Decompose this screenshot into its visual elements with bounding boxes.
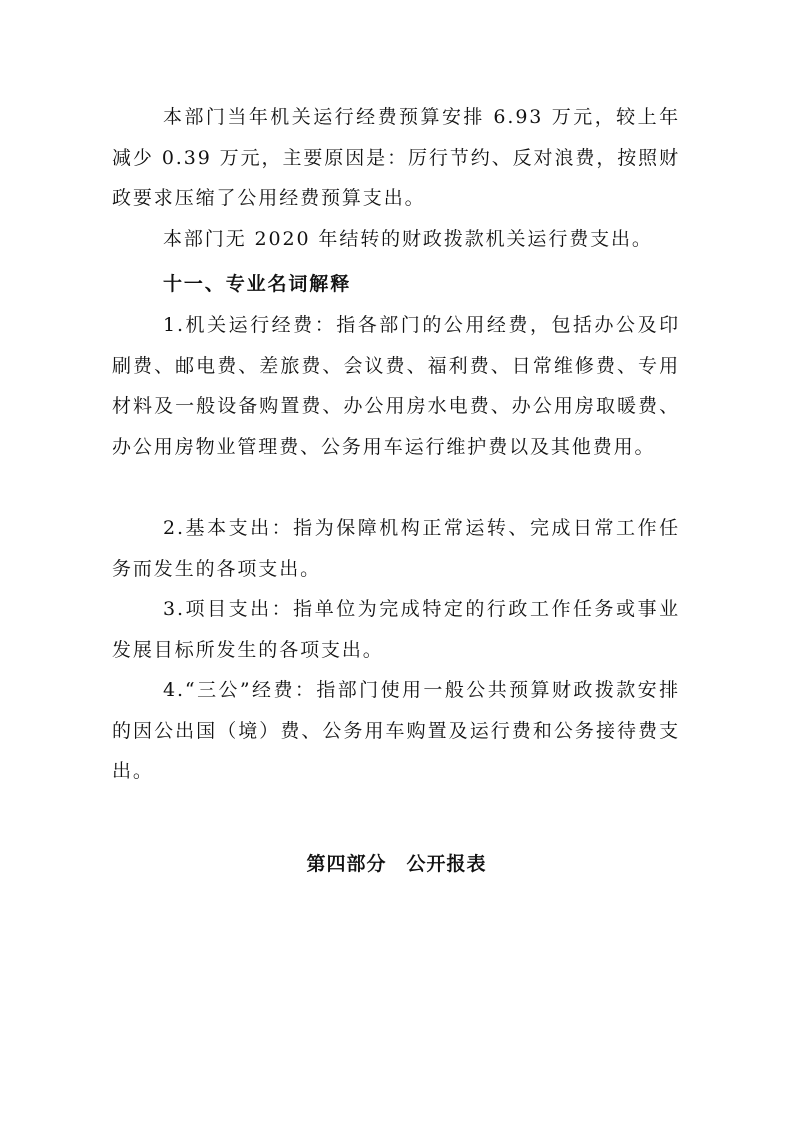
term-definition-4: 4.“三公”经费：指部门使用一般公共预算财政拨款安排的因公出国（境）费、公务用车购置及运行费和公务接待费支出。 <box>112 679 680 782</box>
paragraph-carryover: 本部门无 2020 年结转的财政拨款机关运行费支出。 <box>163 228 653 250</box>
term-definition-2: 2.基本支出：指为保障机构正常运转、完成日常工作任务而发生的各项支出。 <box>112 517 680 580</box>
term-definition-1: 1.机关运行经费：指各部门的公用经费，包括办公及印刷费、邮电费、差旅费、会议费、福利费、日常维修费、专用材料及一般设备购置费、办公用房水电费、办公用房取暖费、办公用房物业管理费、公务用车运行维护费以及其他费用。 <box>112 314 680 458</box>
term-definition-3: 3.项目支出：指单位为完成特定的行政工作任务或事业发展目标所发生的各项支出。 <box>112 598 680 661</box>
paragraph-operating-budget: 本部门当年机关运行经费预算安排 6.93 万元，较上年减少 0.39 万元，主要原因是：厉行节约、反对浪费，按照财政要求压缩了公用经费预算支出。 <box>112 106 680 209</box>
section-heading: 十一、专业名词解释 <box>163 273 352 295</box>
part-title: 第四部分 公开报表 <box>306 853 487 875</box>
